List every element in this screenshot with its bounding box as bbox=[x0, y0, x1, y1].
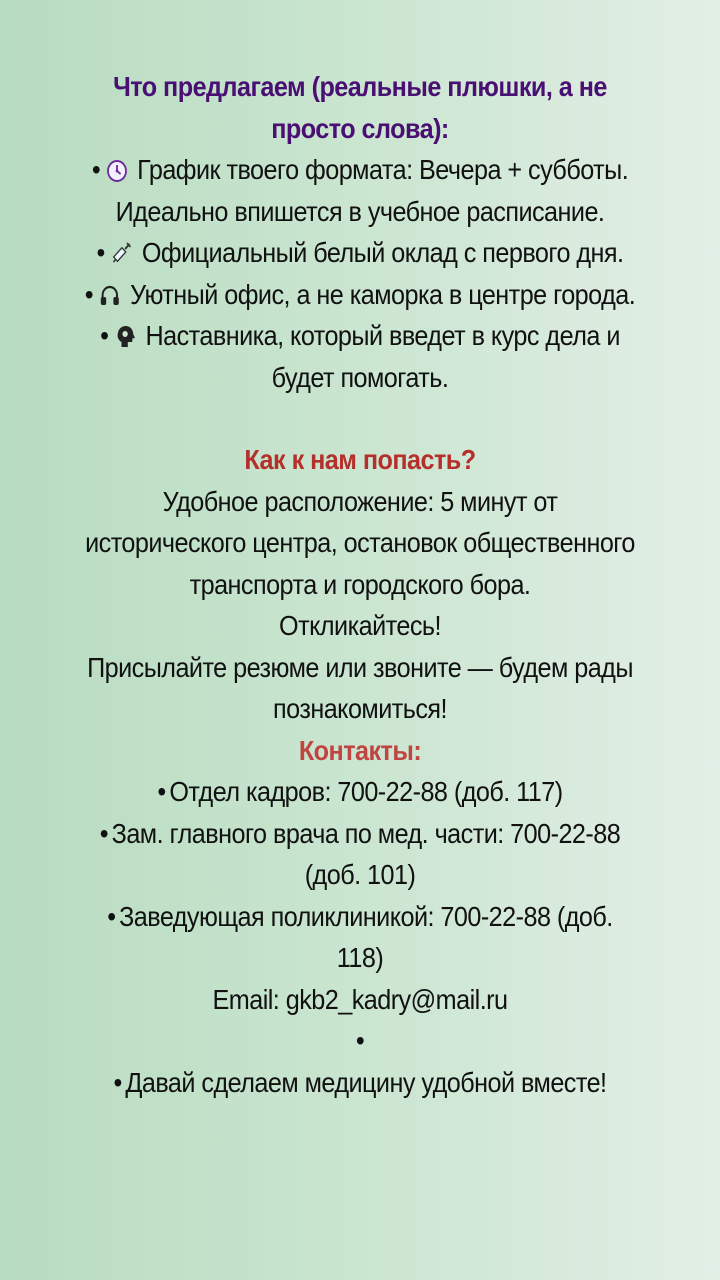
head-profile-icon bbox=[114, 323, 137, 349]
offer-item-text: Официальный белый оклад с первого дня. bbox=[141, 237, 624, 268]
empty-bullet: • bbox=[355, 1025, 365, 1056]
contact-text: Заведующая поликлиникой: 700-22-88 (доб. 118) bbox=[119, 900, 613, 973]
contacts-heading: Контакты: bbox=[298, 734, 422, 766]
contact-text: Зам. главного врача по мед. части: 700-22-88 (доб. 101) bbox=[111, 817, 621, 890]
spacer bbox=[81, 398, 639, 439]
contact-hr bbox=[81, 771, 639, 813]
bullet: • bbox=[107, 900, 116, 932]
contact-deputy bbox=[81, 813, 639, 896]
how-heading: Как к нам попасть? bbox=[244, 444, 476, 475]
offer-item-schedule bbox=[81, 149, 639, 232]
bullet: • bbox=[91, 154, 101, 185]
bullet: • bbox=[113, 1066, 122, 1098]
invite-text: Присылайте резюме или звоните — будем рады познакомиться! bbox=[87, 651, 633, 724]
offer-item-text: Уютный офис, а не каморка в центре города. bbox=[130, 278, 636, 310]
location-text: Удобное расположение: 5 минут от исторического центра, остановок общественного транспорта и городского бора. bbox=[85, 485, 635, 600]
email-text: Email: gkb2_kadry@mail.ru bbox=[212, 983, 508, 1015]
bullet: • bbox=[100, 320, 109, 351]
clock-icon bbox=[105, 157, 128, 183]
contact-clinic-head bbox=[81, 896, 639, 979]
contact-text: Отдел кадров: 700-22-88 (доб. 117) bbox=[169, 776, 563, 807]
offer-item-text: Наставника, который введет в курс дела и будет помогать. bbox=[145, 320, 620, 393]
bullet: • bbox=[96, 237, 105, 268]
offer-item-office bbox=[81, 274, 639, 316]
headphones-icon bbox=[98, 282, 121, 308]
closing-text: Давай сделаем медицину удобной вместе! bbox=[125, 1066, 607, 1098]
story-text bbox=[81, 66, 639, 1103]
bullet: • bbox=[157, 776, 166, 807]
respond-text: Откликайтесь! bbox=[279, 610, 441, 641]
bullet: • bbox=[84, 278, 94, 310]
offer-item-text: График твоего формата: Вечера + субботы. Идеально впишется в учебное расписание. bbox=[115, 154, 629, 227]
closing-line bbox=[81, 1062, 639, 1104]
syringe-icon bbox=[110, 240, 133, 266]
offer-item-salary bbox=[81, 232, 639, 274]
offer-item-mentor bbox=[81, 315, 639, 398]
offer-heading: Что предлагаем (реальные плюшки, а не просто слова): bbox=[113, 71, 607, 144]
bullet: • bbox=[99, 817, 109, 849]
